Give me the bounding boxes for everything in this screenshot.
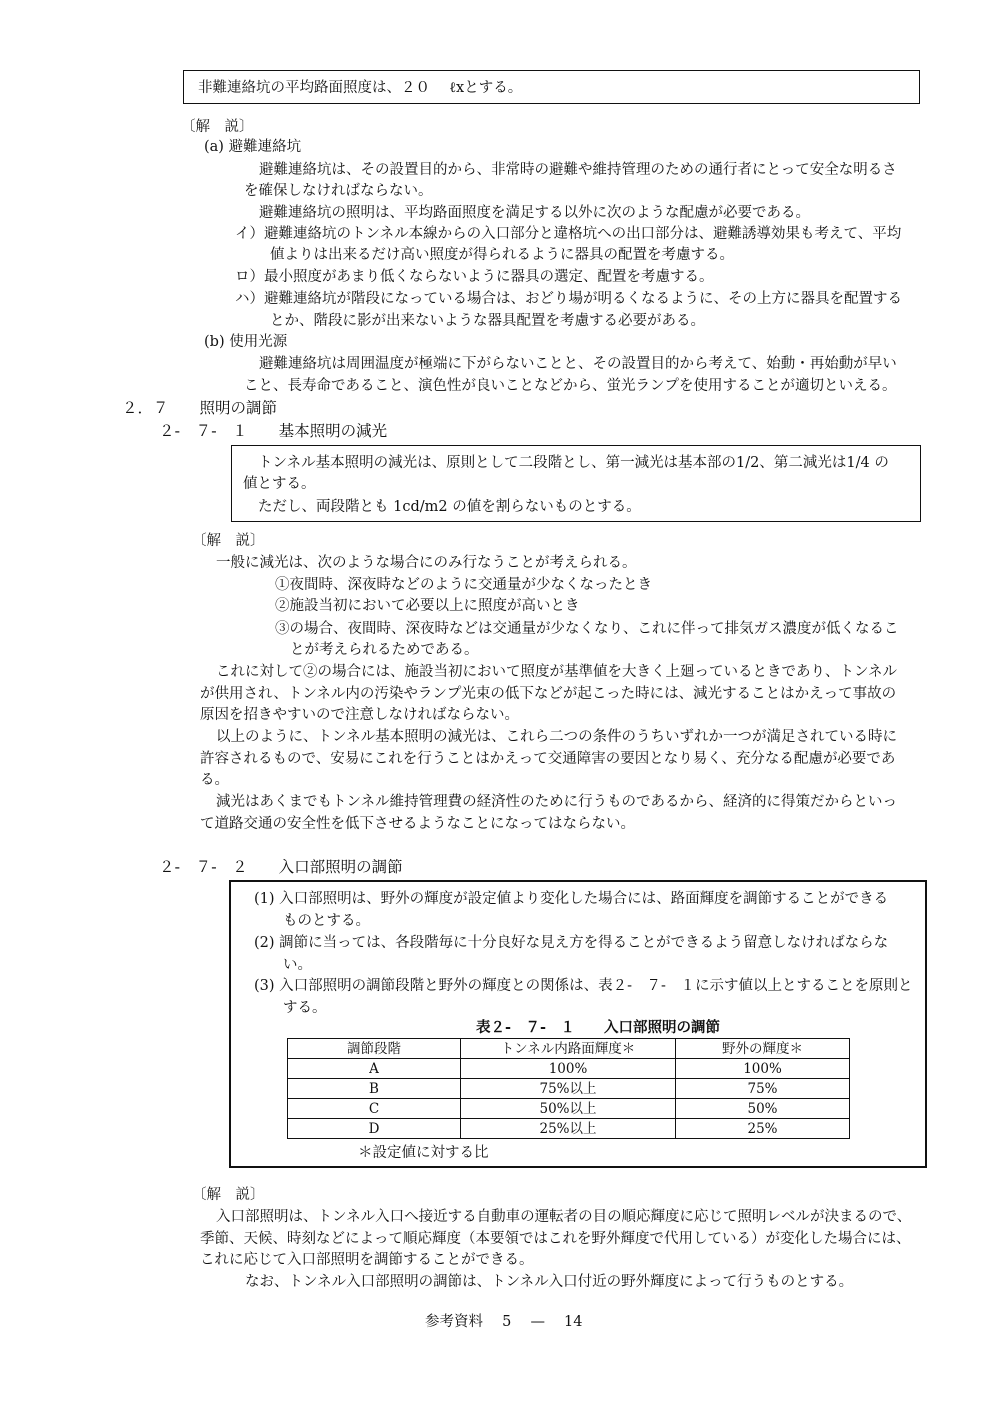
dimming-case-1: ①夜間時、深夜時などのように交通量が少なくなったとき [275,577,652,593]
list-item-i: 値よりは出来るだけ高い照度が得られるように器具の配置を考慮する。 [270,247,734,263]
list-item-ha: とか、階段に影が出来ないような器具配置を考慮する必要がある。 [270,313,705,329]
section-2-7-2-title: ２- ７- ２ 入口部照明の調節 [159,858,403,876]
dimming-paragraph: 原因を招きやすいので注意しなければならない。 [200,707,519,723]
item-a-paragraph: 避難連絡坑は、その設置目的から、非常時の避難や維持管理のための通行者にとって安全な明るさ [259,162,897,178]
dimming-case-3: とが考えられるためである。 [290,642,479,658]
entrance-lighting-table [287,1038,850,1139]
item-a-paragraph: を確保しなければならない。 [244,183,433,199]
dimming-case-3: ③の場合、夜間時、深夜時などは交通量が少なくなり、これに伴って排気ガス濃度が低くなるこ [275,621,899,637]
item-b-title: (b) 使用光源 [204,334,288,350]
page-footer: 参考資料 5 — 14 [425,1314,583,1330]
item-b-paragraph: こと、長寿命であること、演色性が良いことなどから、蛍光ランプを使用することが適切といえる。 [244,378,897,394]
dimming-paragraph: 減光はあくまでもトンネル維持管理費の経済性のために行うものであるから、経済的に得策だからといっ [216,794,898,810]
table-note: ＊設定値に対する比 [358,1145,489,1161]
entrance-item-2: い。 [283,957,312,973]
table-cell: B [288,1079,461,1099]
table-cell: C [288,1099,461,1119]
dimming-requirement-text: 値とする。 [243,476,316,492]
entrance-item-1: (1) 入口部照明は、野外の輝度が設定値より変化した場合には、路面輝度を調節することができる [254,891,889,907]
table-header-cell: 野外の輝度＊ [676,1039,850,1059]
dimming-paragraph: が供用され、トンネル内の汚染やランプ光束の低下などが起こった時には、減光することはかえって事故の [200,686,897,702]
table-caption: 表２- ７- １ 入口部照明の調節 [476,1019,721,1036]
dimming-paragraph: これに対して②の場合には、施設当初において照度が基準値を大きく上廻っているときであり、トンネル [216,664,898,680]
section-2-7-title: ２．７ 照明の調節 [122,399,278,417]
list-item-ro: ロ）最小照度があまり低くならないように器具の選定、配置を考慮する。 [235,269,714,285]
table-cell: 25%以上 [461,1119,676,1139]
table-cell: 100% [461,1059,676,1079]
entrance-item-1: ものとする。 [283,913,370,929]
table-header-cell: トンネル内路面輝度＊ [461,1039,676,1059]
dimming-paragraph: て道路交通の安全性を低下させるようなことになってはならない。 [200,816,635,832]
table-cell: 75% [676,1079,850,1099]
table-row [288,1119,850,1139]
entrance-item-2: (2) 調節に当っては、各段階毎に十分良好な見え方を得ることができるよう留意しなければならな [254,935,889,951]
table-cell: 50%以上 [461,1099,676,1119]
dimming-requirement-text: トンネル基本照明の減光は、原則として二段階とし、第一減光は基本部の1/2、第二減光は1/4 の [258,455,889,471]
dimming-paragraph: 許容されるもので、安易にこれを行うことはかえって交通障害の要因となり易く、充分なる配慮が必要であ [200,751,896,767]
entrance-paragraph: これに応じて入口部照明を調節することができる。 [200,1252,534,1268]
table-header-row [288,1039,850,1059]
entrance-item-3: (3) 入口部照明の調節段階と野外の輝度との関係は、表２- ７- １に示す値以上とすることを原則と [254,978,913,994]
table-header-cell: 調節段階 [288,1039,461,1059]
kaisetsu-label: 〔解 説〕 [192,1187,265,1203]
entrance-paragraph: 入口部照明は、トンネル入口へ接近する自動車の運転者の目の順応輝度に応じて照明レベルが決まるので、 [216,1209,912,1225]
kaisetsu-label: 〔解 説〕 [192,533,265,549]
table-cell: 75%以上 [461,1079,676,1099]
list-item-ha: ハ）避難連絡坑が階段になっている場合は、おどり場が明るくなるように、その上方に器具を配置する [235,291,902,307]
item-b-paragraph: 避難連絡坑は周囲温度が極端に下がらないことと、その設置目的から考えて、始動・再始動が早い [259,356,897,372]
entrance-paragraph: 季節、天候、時刻などによって順応輝度（本要領ではこれを野外輝度で代用している）が変化した場合には、 [200,1231,911,1247]
dimming-case-2: ②施設当初において必要以上に照度が高いとき [275,598,580,614]
item-a-title: (a) 避難連絡坑 [204,139,302,155]
table-cell: A [288,1059,461,1079]
entrance-item-3: する。 [283,1000,327,1016]
table-row [288,1059,850,1079]
table-cell: 25% [676,1119,850,1139]
list-item-i: イ）避難連絡坑のトンネル本線からの入口部分と違格坑への出口部分は、避難誘導効果も考えて、平均 [235,226,902,242]
item-a-paragraph: 避難連絡坑の照明は、平均路面照度を満足する以外に次のような配慮が必要である。 [259,205,810,221]
section-2-7-1-title: ２- ７- １ 基本照明の減光 [159,422,388,440]
table-cell: 50% [676,1099,850,1119]
dimming-paragraph: 一般に減光は、次のような場合にのみ行なうことが考えられる。 [216,555,637,571]
table-row [288,1099,850,1119]
entrance-paragraph: なお、トンネル入口部照明の調節は、トンネル入口付近の野外輝度によって行うものとする。 [245,1274,854,1290]
kaisetsu-label: 〔解 説〕 [181,119,254,135]
table-cell: 100% [676,1059,850,1079]
top-requirement-text: 非難連絡坑の平均路面照度は、２０ ℓxとする。 [198,80,523,96]
table-row [288,1079,850,1099]
dimming-requirement-text: ただし、両段階とも 1cd/m2 の値を割らないものとする。 [258,499,641,515]
table-cell: D [288,1119,461,1139]
dimming-paragraph: る。 [200,772,229,788]
dimming-paragraph: 以上のように、トンネル基本照明の減光は、これら二つの条件のうちいずれか一つが満足されている時に [216,729,898,745]
